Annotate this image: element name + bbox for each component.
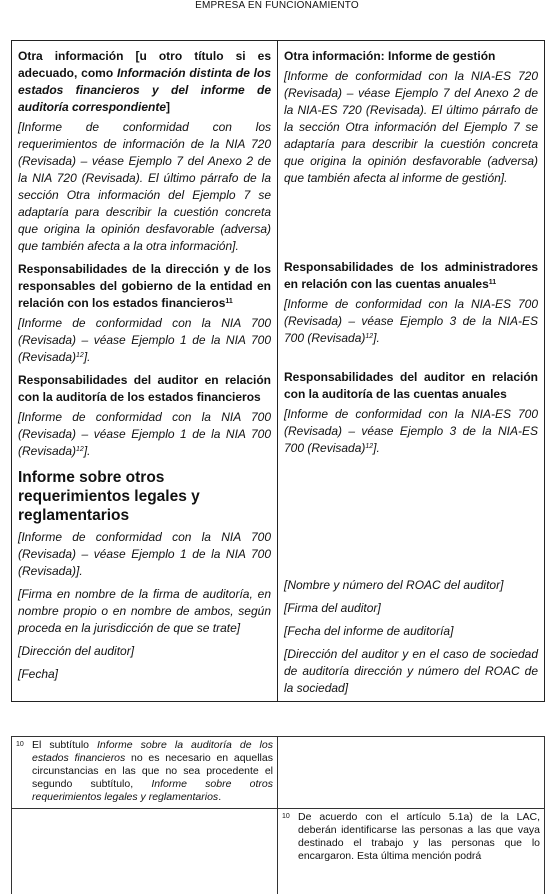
table-row [12, 737, 545, 809]
footnote-number: 10 [16, 741, 24, 748]
right-signature-roac: [Nombre y número del ROAC del auditor] [284, 578, 504, 592]
footnote-text: El subtítulo Informe sobre la auditoría de los estados financieros no es necesario en aquellas circunstancias en las que no sea procedente el segundo subtítulo, Informe sobre otros requerimientos legales y reglamentarios. [32, 739, 273, 803]
right-directors-responsibilities-heading: Responsabilidades de los administradores en relación con las cuentas anuales$^{11}$ [284, 260, 538, 291]
right-other-info-body: [Informe de conformidad con la NIA-ES 720 (Revisada) – véase Ejemplo 7 del Anexo 2 de la NIA-ES 720 (Revisada). El último párrafo de la sección Otra información del Ejemplo 7 se adaptaría para describir la cuestión concreta que origina la opinión desfavorable (adversa) que también afecta al informe de gestión]. [284, 69, 538, 185]
right-signature-address: [Dirección del auditor y en el caso de sociedad de auditoría dirección y número del ROAC de la sociedad] [284, 647, 538, 695]
right-signature-date: [Fecha del informe de auditoría] [284, 624, 454, 638]
footnote-right-empty [278, 737, 545, 809]
footnote-right [278, 809, 545, 894]
left-auditor-responsibilities-body: [Informe de conformidad con la NIA 700 (Revisada) – véase Ejemplo 1 de la NIA 700 (Revisada)$^{12}$]. [18, 410, 271, 458]
footnote-ref: 12 [76, 352, 84, 359]
footnote-ref: 12 [365, 443, 374, 450]
page-header: EMPRESA EN FUNCIONAMIENTO [195, 0, 359, 11]
report-comparison-table [11, 40, 545, 702]
left-legal-requirements-body: [Informe de conformidad con la NIA 700 (Revisada) – véase Ejemplo 1 de la NIA 700 (Revisada)]. [18, 530, 271, 578]
footnote-text: De acuerdo con el artículo 5.1a) de la LAC, deberán identificarse las personas a las que vaya destinado el trabajo y las personas que lo encargaron. Esta última mención podrá [298, 811, 540, 862]
right-auditor-responsibilities-heading: Responsabilidades del auditor en relación con la auditoría de las cuentas anuales [284, 370, 538, 401]
footnotes-table [11, 736, 545, 894]
left-management-responsibilities-body: [Informe de conformidad con la NIA 700 (Revisada) – véase Ejemplo 1 de la NIA 700 (Revisada)$^{12}$]. [18, 316, 271, 364]
left-auditor-responsibilities-heading: Responsabilidades del auditor en relación con la auditoría de los estados financieros [18, 373, 271, 404]
table-row [12, 41, 545, 702]
left-other-info-body: [Informe de conformidad con los requerimientos de información de la NIA 720 (Revisada) – véase Ejemplo 7 del Anexo 2 de la NIA 720 (Revisada). El último párrafo de la sección Otra información del Ejemplo 7 se adaptaría para describir la cuestión concreta que origina la opinión desfavorable (adversa) que también afecta a la otra información]. [18, 120, 271, 253]
right-other-info-heading: Otra información: Informe de gestión [284, 49, 496, 63]
left-management-responsibilities-heading: Responsabilidades de la dirección y de los responsables del gobierno de la entidad en relación con los estados financieros$^{11}$ [18, 262, 271, 310]
footnote-left-empty [12, 809, 278, 894]
table-row [12, 809, 545, 894]
left-legal-requirements-heading: Informe sobre otros requerimientos legales y reglamentarios [18, 469, 200, 524]
left-other-info-heading: Otra información [u otro título si es adecuado, como Información distinta de los estados financieros y del informe de auditoría correspondiente] [18, 49, 271, 114]
footnote-ref: 12 [76, 446, 84, 453]
footnote-ref: 11 [225, 298, 233, 305]
footnote-ref: 12 [365, 333, 374, 340]
footnote-left [12, 737, 278, 809]
footnote-ref: 11 [488, 279, 497, 286]
left-signature-firm: [Firma en nombre de la firma de auditoría, en nombre propio o en nombre de ambos, según proceda en la jurisdicción de que se trate] [18, 587, 271, 635]
right-auditor-responsibilities-body: [Informe de conformidad con la NIA-ES 700 (Revisada) – véase Ejemplo 3 de la NIA-ES 700 (Revisada)$^{12}$]. [284, 407, 538, 455]
right-column [278, 41, 545, 702]
right-directors-responsibilities-body: [Informe de conformidad con la NIA-ES 700 (Revisada) – véase Ejemplo 3 de la NIA-ES 700 (Revisada)$^{12}$]. [284, 297, 538, 345]
left-column [12, 41, 278, 702]
left-signature-date: [Fecha] [18, 667, 59, 681]
footnote-number: 10 [282, 813, 290, 820]
left-signature-address: [Dirección del auditor] [18, 644, 135, 658]
right-signature-firm: [Firma del auditor] [284, 601, 381, 615]
